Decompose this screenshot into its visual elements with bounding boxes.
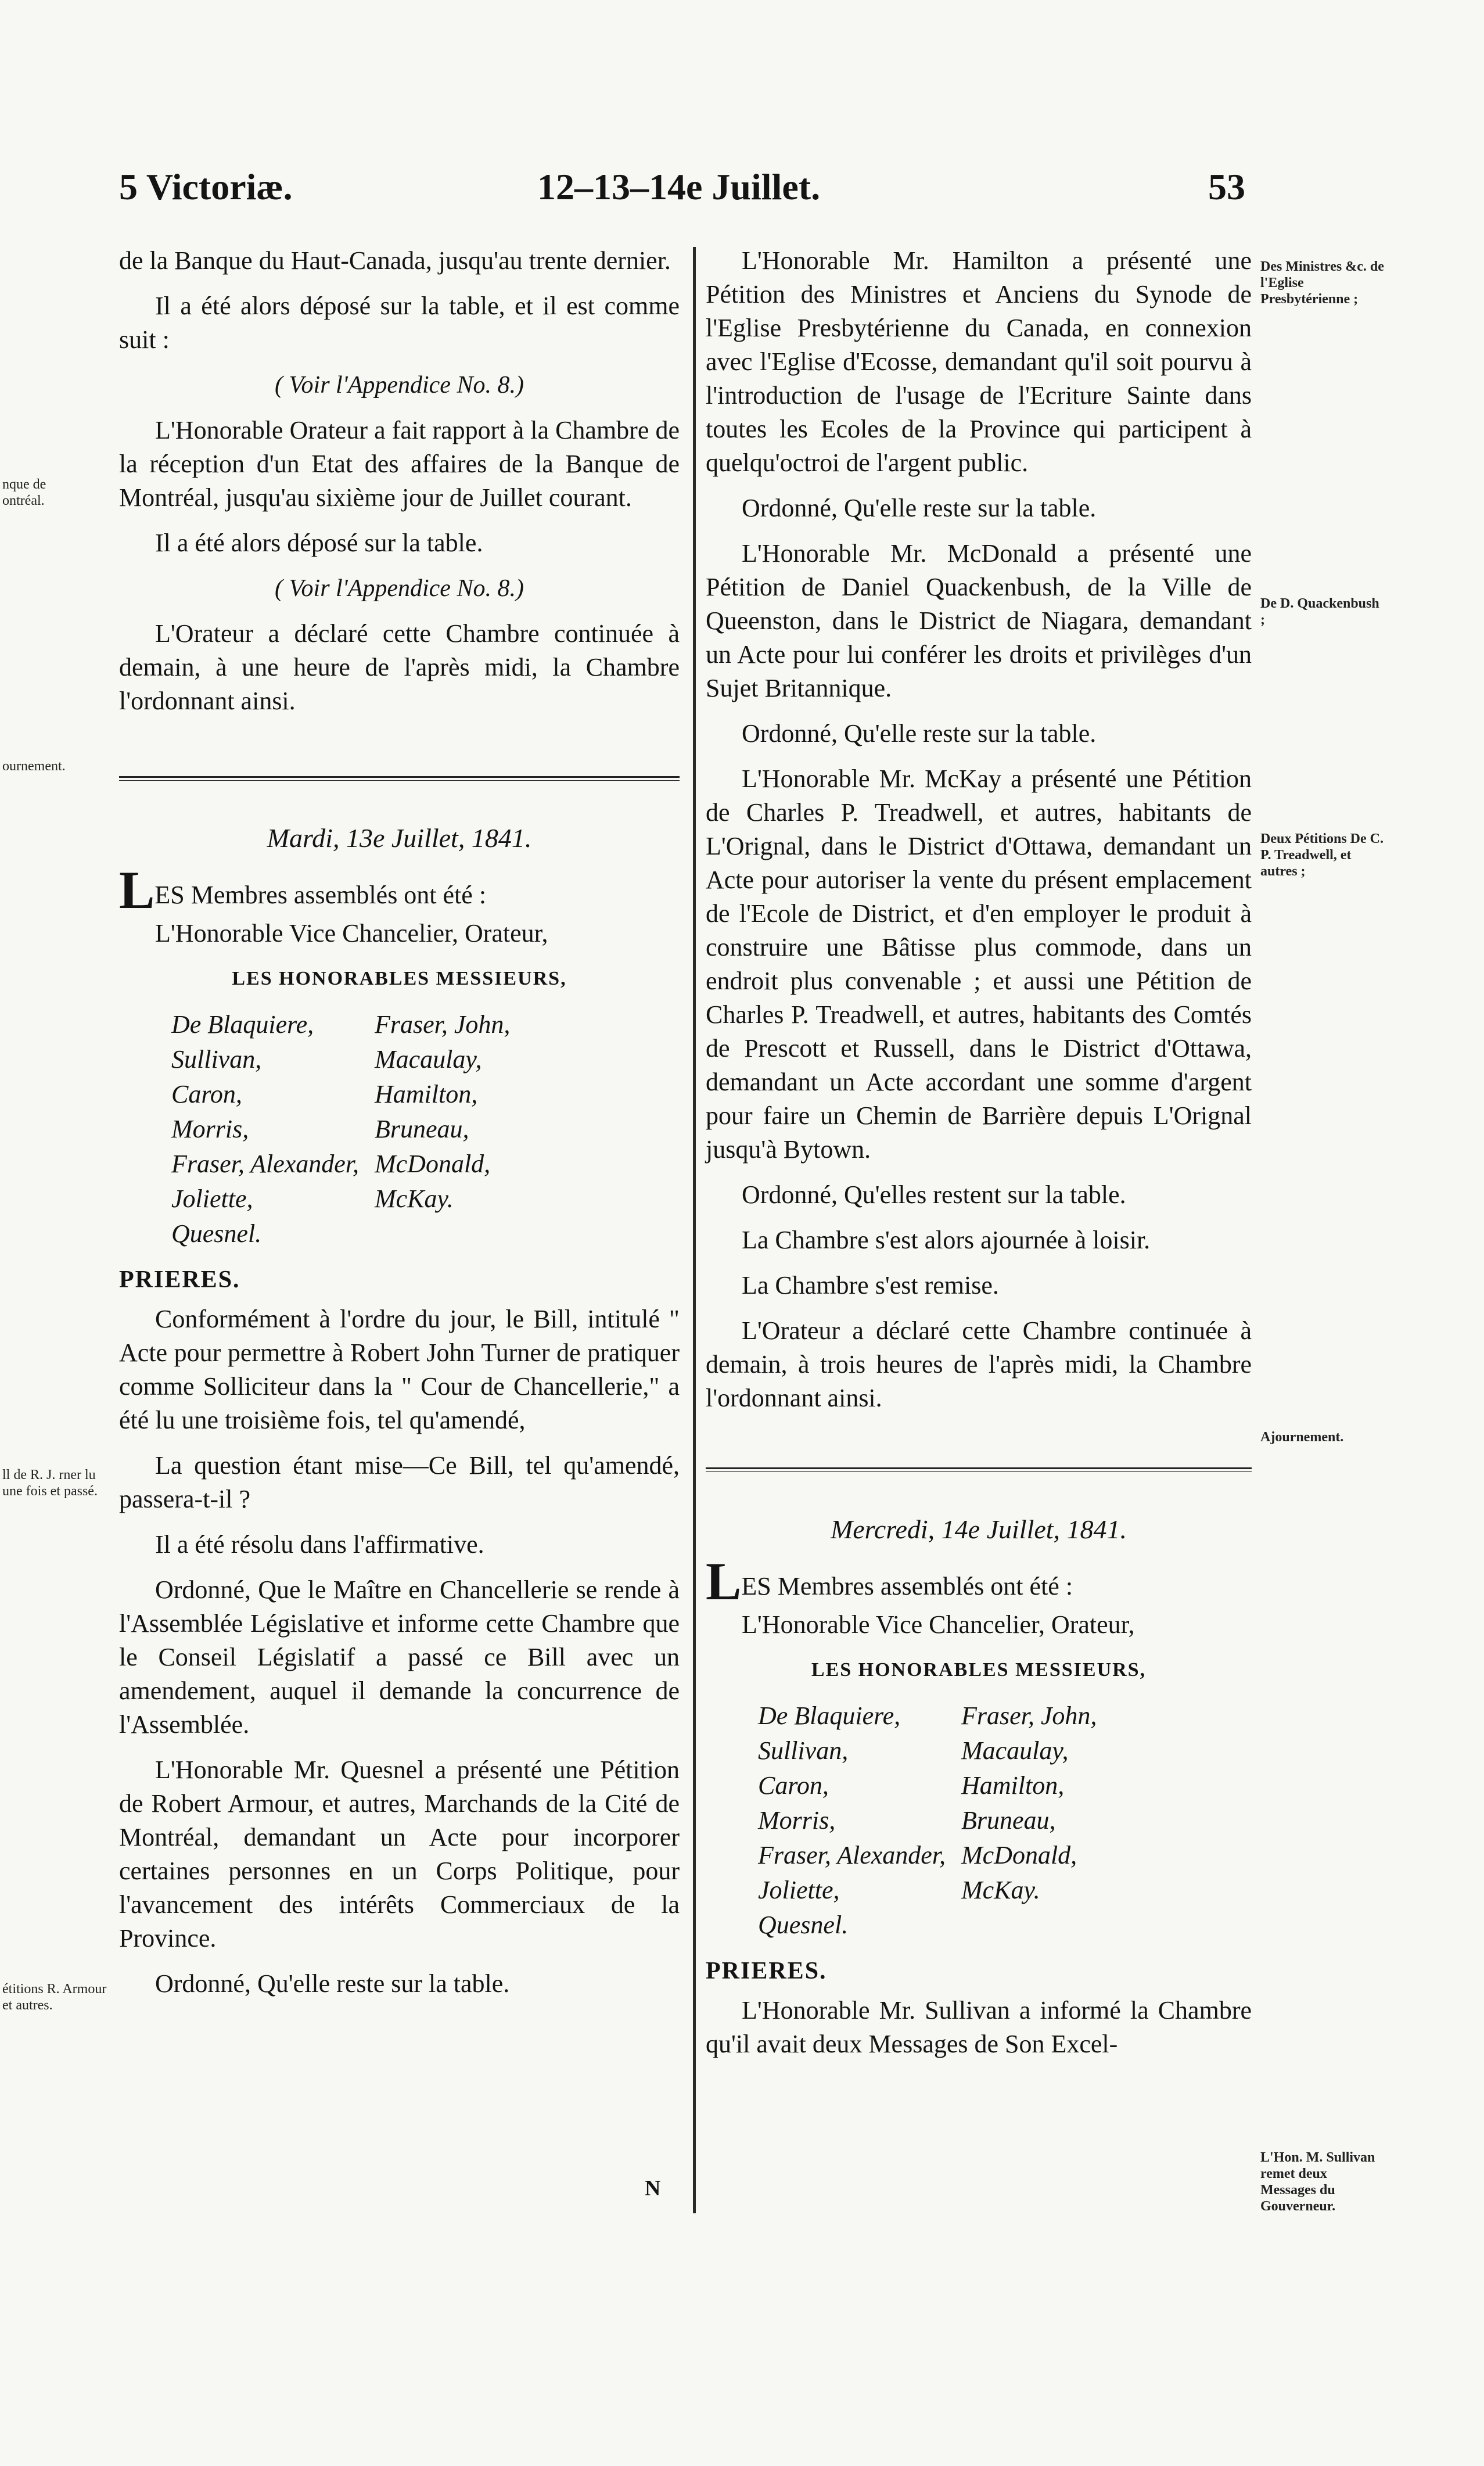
members-heading: ES Membres assemblés ont été : — [154, 881, 487, 909]
appendix-reference: ( Voir l'Appendice No. 8.) — [275, 575, 524, 602]
drop-cap: L — [706, 1552, 742, 1611]
right-column — [706, 244, 1252, 2061]
speaker-line: L'Honorable Vice Chancelier, Orateur, — [155, 919, 548, 947]
member-name: Sullivan, — [171, 1045, 262, 1074]
member-name: Quesnel. — [758, 1911, 849, 1939]
paragraph: Ordonné, Qu'elle reste sur la table. — [155, 1969, 510, 1998]
paragraph: La question étant mise—Ce Bill, tel qu'amendé, passera-t-il ? — [119, 1451, 680, 1513]
member-name: Hamilton, — [375, 1080, 478, 1108]
member-name: Hamilton, — [961, 1771, 1065, 1800]
member-name: Caron, — [171, 1080, 242, 1108]
member-name: Fraser, John, — [375, 1010, 511, 1039]
member-name: Macaulay, — [375, 1045, 482, 1074]
paragraph: L'Honorable Mr. McDonald a présenté une Pétition de Daniel Quackenbush, de la Ville de Queenston, dans le District de Niagara, demandant un Acte pour lui conférer les droits et privilèges d'un Sujet Britannique. — [706, 539, 1252, 702]
paragraph: Ordonné, Que le Maître en Chancellerie se rende à l'Assemblée Législative et informe cette Chambre que le Conseil Législatif a passé ce Bill avec un amendement, auquel il demande la concurrence de l'Assemblée. — [119, 1575, 680, 1739]
margin-note: Deux Pétitions De C. P. Treadwell, et autres ; — [1260, 831, 1384, 879]
page-number: 53 — [1208, 166, 1245, 207]
member-name: Fraser, Alexander, — [758, 1841, 946, 1869]
sitting-date: Mercredi, 14e Juillet, 1841. — [830, 1514, 1127, 1544]
member-name: McDonald, — [375, 1150, 491, 1178]
prieres-heading: PRIERES. — [119, 1266, 240, 1293]
member-name: Morris, — [758, 1806, 836, 1835]
paragraph: de la Banque du Haut-Canada, jusqu'au trente dernier. — [119, 246, 671, 275]
member-name: Joliette, — [171, 1184, 253, 1213]
messieurs-heading: LES HONORABLES MESSIEURS, — [811, 1659, 1147, 1681]
members-list — [171, 1007, 578, 1251]
paragraph: La Chambre s'est alors ajournée à loisir. — [742, 1226, 1151, 1254]
margin-note: Des Ministres &c. de l'Eglise Presbytérienne ; — [1260, 259, 1384, 307]
prieres-heading: PRIERES. — [706, 1958, 827, 1984]
speaker-line: L'Honorable Vice Chancelier, Orateur, — [742, 1610, 1135, 1639]
member-name: De Blaquiere, — [171, 1010, 314, 1039]
paragraph: Ordonné, Qu'elles restent sur la table. — [742, 1180, 1126, 1209]
section-rule — [119, 776, 680, 781]
paragraph: Il a été alors déposé sur la table. — [155, 529, 483, 557]
margin-note: Ajournement. — [1260, 1430, 1344, 1445]
appendix-reference: ( Voir l'Appendice No. 8.) — [275, 372, 524, 399]
drop-cap: L — [119, 860, 155, 920]
sitting-date: Mardi, 13e Juillet, 1841. — [267, 823, 532, 853]
member-name: Morris, — [171, 1115, 249, 1143]
margin-note: ournement. — [2, 759, 66, 774]
section-rule — [706, 1467, 1252, 1472]
member-name: Quesnel. — [171, 1219, 262, 1248]
paragraph: L'Orateur a déclaré cette Chambre continuée à demain, à une heure de l'après midi, la Chambre l'ordonnant ainsi. — [119, 619, 680, 715]
paragraph: L'Honorable Mr. Hamilton a présenté une Pétition des Ministres et Anciens du Synode de l'Eglise Presbytérienne du Canada, en connexion avec l'Eglise d'Ecosse, demandant qu'il soit pourvu à l'introduction de l'usage de l'Ecriture Sainte dans toutes les Ecoles de la Province qui participent à quelqu'octroi de l'argent public. — [706, 246, 1252, 477]
margin-note: De D. Quackenbush ; — [1260, 596, 1379, 627]
members-list — [758, 1699, 1165, 1943]
member-name: Bruneau, — [961, 1806, 1056, 1835]
member-name: De Blaquiere, — [758, 1702, 901, 1730]
signature-mark: N — [645, 2176, 661, 2201]
paragraph: L'Honorable Mr. Quesnel a présenté une Pétition de Robert Armour, et autres, Marchands de la Cité de Montréal, demandant un Acte pour incorporer certaines personnes en un Corps Politique, pour l'avancement des intérêts Commerciaux de la Province. — [119, 1756, 680, 1952]
member-name: McDonald, — [961, 1841, 1077, 1869]
member-name: Fraser, Alexander, — [171, 1150, 360, 1178]
paragraph: L'Orateur a déclaré cette Chambre continuée à demain, à trois heures de l'après midi, la Chambre l'ordonnant ainsi. — [706, 1316, 1252, 1412]
paragraph: L'Honorable Orateur a fait rapport à la Chambre de la réception d'un Etat des affaires de la Banque de Montréal, jusqu'au sixième jour de Juillet courant. — [119, 416, 680, 512]
paragraph: Il a été alors déposé sur la table, et il est comme suit : — [119, 292, 680, 354]
margin-note: nque de ontréal. — [2, 477, 46, 508]
messieurs-heading: LES HONORABLES MESSIEURS, — [232, 968, 567, 989]
header-regnal-year: 5 Victoriæ. — [119, 166, 293, 207]
member-name: Bruneau, — [375, 1115, 469, 1143]
member-name: Fraser, John, — [961, 1702, 1097, 1730]
member-name: Sullivan, — [758, 1736, 849, 1765]
paragraph: Il a été résolu dans l'affirmative. — [155, 1530, 484, 1559]
left-column — [119, 244, 680, 2001]
paragraph: L'Honorable Mr. McKay a présenté une Pétition de Charles P. Treadwell, et autres, habitants de L'Orignal, dans le District d'Ottawa, demandant un Acte pour autoriser la vente du présent emplacement de l'Ecole de District, et d'en employer le produit à construire une Bâtisse plus commode, dans un endroit plus convenable ; et aussi une Pétition de Charles P. Treadwell, et autres, habitants des Comtés de Prescott et Russell, dans le District d'Ottawa, demandant un Acte accordant une somme d'argent pour faire un Chemin de Barrière depuis L'Orignal jusqu'à Bytown. — [706, 764, 1252, 1164]
member-name: Joliette, — [758, 1876, 840, 1904]
paragraph: L'Honorable Mr. Sullivan a informé la Chambre qu'il avait deux Messages de Son Excel- — [706, 1996, 1252, 2058]
member-name: McKay. — [961, 1876, 1040, 1904]
member-name: McKay. — [375, 1184, 454, 1213]
paragraph: Conformément à l'ordre du jour, le Bill, intitulé " Acte pour permettre à Robert John Turner de pratiquer comme Solliciteur dans la " Cour de Chancellerie," a été lu une troisième fois, tel qu'amendé, — [119, 1305, 680, 1434]
margin-note: ll de R. J. rner lu une fois et passé. — [2, 1467, 98, 1499]
member-name: Macaulay, — [961, 1736, 1069, 1765]
column-divider — [693, 247, 696, 2213]
members-heading: ES Membres assemblés ont été : — [741, 1572, 1073, 1600]
margin-note: L'Hon. M. Sullivan remet deux Messages du Gouverneur. — [1260, 2150, 1375, 2214]
paragraph: Ordonné, Qu'elle reste sur la table. — [742, 719, 1097, 748]
margin-note: étitions R. Armour et autres. — [2, 1982, 107, 2013]
paragraph: La Chambre s'est remise. — [742, 1271, 999, 1300]
header-dates: 12–13–14e Juillet. — [537, 166, 821, 207]
paragraph: Ordonné, Qu'elle reste sur la table. — [742, 494, 1097, 522]
member-name: Caron, — [758, 1771, 829, 1800]
